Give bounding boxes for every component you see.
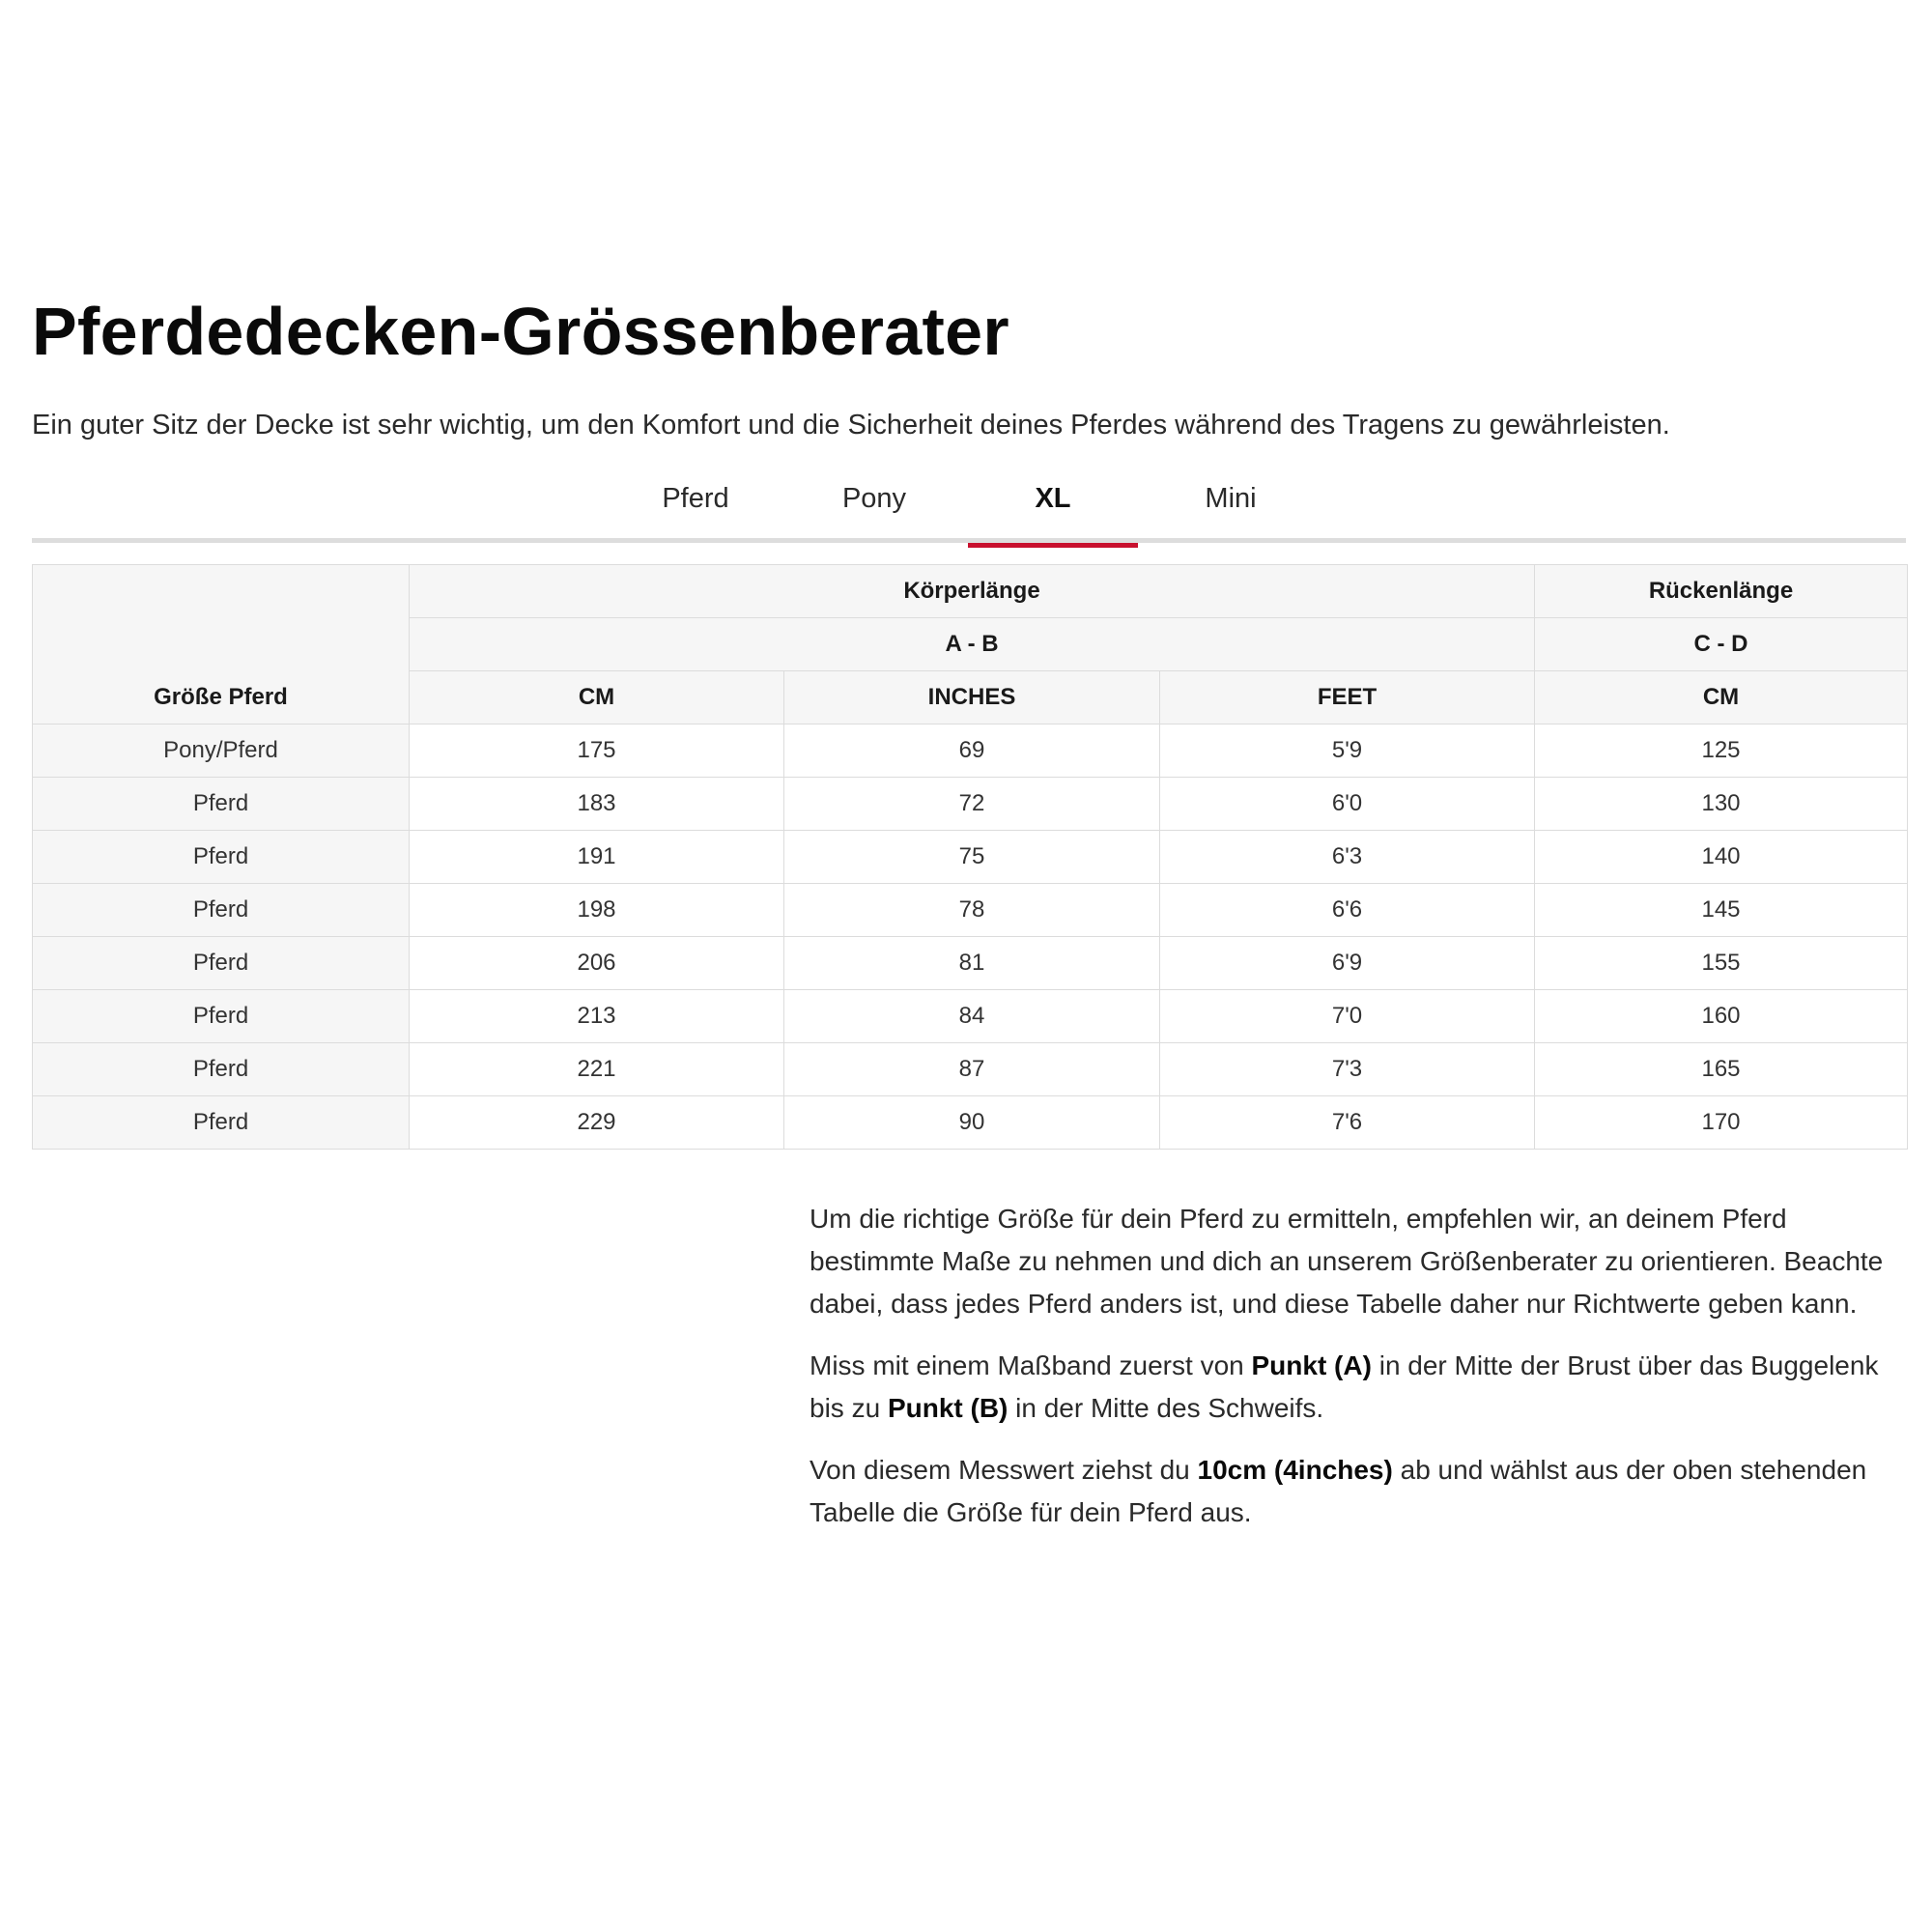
table-row xyxy=(33,937,1908,990)
back-length-header: Rückenlänge xyxy=(1535,565,1908,618)
size-cell: Pony/Pferd xyxy=(33,724,410,778)
inches-cell: 75 xyxy=(784,831,1160,884)
feet-cell: 6'6 xyxy=(1160,884,1535,937)
table-body xyxy=(33,724,1908,1150)
back-cm-cell: 165 xyxy=(1535,1043,1908,1096)
tab-xl[interactable]: XL xyxy=(968,473,1138,543)
table-header xyxy=(33,565,1908,724)
back-cm-cell: 130 xyxy=(1535,778,1908,831)
inches-cell: 78 xyxy=(784,884,1160,937)
size-cell: Pferd xyxy=(33,884,410,937)
back-cm-cell: 160 xyxy=(1535,990,1908,1043)
body-cm-cell: 221 xyxy=(410,1043,784,1096)
size-tabs xyxy=(32,473,1906,543)
inches-cell: 81 xyxy=(784,937,1160,990)
tab-pferd[interactable]: Pferd xyxy=(662,483,729,514)
cm-column-header: CM xyxy=(410,671,784,724)
body-range-header: A - B xyxy=(410,618,1535,671)
feet-cell: 7'3 xyxy=(1160,1043,1535,1096)
tab-mini[interactable]: Mini xyxy=(1205,483,1257,514)
size-table xyxy=(32,564,1908,1150)
body-cm-cell: 175 xyxy=(410,724,784,778)
inches-cell: 69 xyxy=(784,724,1160,778)
size-cell: Pferd xyxy=(33,937,410,990)
back-cm-cell: 125 xyxy=(1535,724,1908,778)
size-cell: Pferd xyxy=(33,990,410,1043)
body-cm-cell: 213 xyxy=(410,990,784,1043)
feet-cell: 6'9 xyxy=(1160,937,1535,990)
size-cell: Pferd xyxy=(33,1096,410,1150)
measurement-notes xyxy=(810,1198,1901,1553)
back-range-header: C - D xyxy=(1535,618,1908,671)
back-cm-cell: 140 xyxy=(1535,831,1908,884)
feet-cell: 7'6 xyxy=(1160,1096,1535,1150)
back-cm-column-header: CM xyxy=(1535,671,1908,724)
size-cell: Pferd xyxy=(33,831,410,884)
note-paragraph: Von diesem Messwert ziehst du 10cm (4inches) ab und wählst aus der oben stehenden Tabelle die Größe für dein Pferd aus. xyxy=(810,1455,1867,1527)
body-length-header: Körperlänge xyxy=(410,565,1535,618)
note-paragraph: Miss mit einem Maßband zuerst von Punkt (A) in der Mitte der Brust über das Buggelenk bis zu Punkt (B) in der Mitte des Schweifs. xyxy=(810,1350,1879,1423)
inches-column-header: INCHES xyxy=(784,671,1160,724)
inches-cell: 84 xyxy=(784,990,1160,1043)
body-cm-cell: 229 xyxy=(410,1096,784,1150)
back-cm-cell: 145 xyxy=(1535,884,1908,937)
table-row xyxy=(33,884,1908,937)
table-row xyxy=(33,1096,1908,1150)
back-cm-cell: 170 xyxy=(1535,1096,1908,1150)
feet-column-header: FEET xyxy=(1160,671,1535,724)
note-paragraph: Um die richtige Größe für dein Pferd zu ermitteln, empfehlen wir, an deinem Pferd bestimmte Maße zu nehmen und dich an unserem Größenberater zu orientieren. Beachte dabei, dass jedes Pferd anders ist, und diese Tabelle daher nur Richtwerte geben kann. xyxy=(810,1204,1884,1319)
feet-cell: 6'0 xyxy=(1160,778,1535,831)
table-row xyxy=(33,778,1908,831)
inches-cell: 87 xyxy=(784,1043,1160,1096)
table-row xyxy=(33,990,1908,1043)
size-cell: Pferd xyxy=(33,778,410,831)
table-row xyxy=(33,1043,1908,1096)
back-cm-cell: 155 xyxy=(1535,937,1908,990)
feet-cell: 5'9 xyxy=(1160,724,1535,778)
body-cm-cell: 183 xyxy=(410,778,784,831)
feet-cell: 6'3 xyxy=(1160,831,1535,884)
body-cm-cell: 198 xyxy=(410,884,784,937)
intro-text: Ein guter Sitz der Decke ist sehr wichtig, um den Komfort und die Sicherheit deines Pferdes während des Tragens zu gewährleisten. xyxy=(32,410,1670,440)
size-column-header: Größe Pferd xyxy=(33,565,410,724)
tab-pony[interactable]: Pony xyxy=(841,483,907,514)
inches-cell: 72 xyxy=(784,778,1160,831)
page-title: Pferdedecken-Grössenberater xyxy=(32,294,1009,369)
body-cm-cell: 191 xyxy=(410,831,784,884)
inches-cell: 90 xyxy=(784,1096,1160,1150)
size-cell: Pferd xyxy=(33,1043,410,1096)
feet-cell: 7'0 xyxy=(1160,990,1535,1043)
table-row xyxy=(33,724,1908,778)
table-row xyxy=(33,831,1908,884)
body-cm-cell: 206 xyxy=(410,937,784,990)
